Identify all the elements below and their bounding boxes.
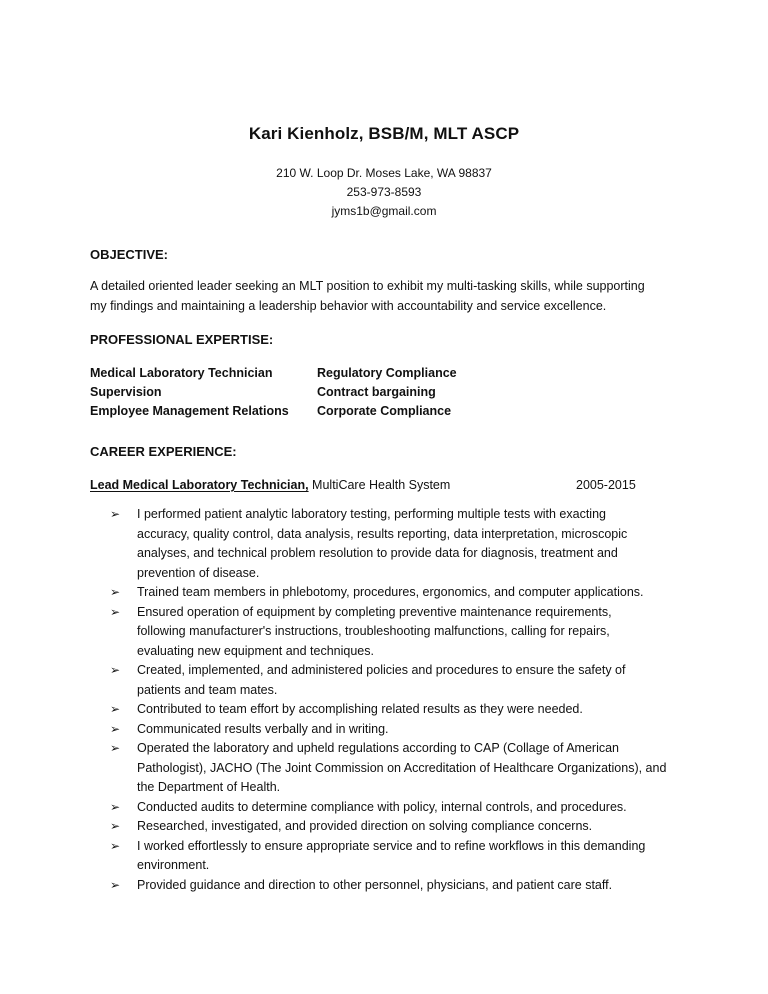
phone: 253-973-8593 xyxy=(346,185,422,199)
job-dates: 2005-2015 xyxy=(576,478,636,492)
list-item-line: I worked effortlessly to ensure appropriate service and to refine workflows in this demanding xyxy=(137,838,646,853)
list-item-line: the Department of Health. xyxy=(137,780,281,794)
contact-block xyxy=(0,164,768,221)
list-item xyxy=(110,700,680,720)
expertise-row xyxy=(90,402,510,421)
email: jyms1b@gmail.com xyxy=(331,204,437,218)
list-item xyxy=(110,720,680,740)
list-item-line: prevention of disease. xyxy=(137,565,260,580)
list-item-line: Pathologist), JACHO (The Joint Commission on Accreditation of Healthcare Organizations), and xyxy=(137,760,667,775)
list-item-line: Communicated results verbally and in writing. xyxy=(137,721,389,736)
arrow-bullet-icon: ➢ xyxy=(110,741,121,755)
job-header xyxy=(90,476,650,494)
list-item-line: Ensured operation of equipment by completing preventive maintenance requirements, xyxy=(137,604,612,619)
list-item xyxy=(110,817,680,837)
expertise-item: Supervision xyxy=(90,385,162,399)
arrow-bullet-icon: ➢ xyxy=(110,838,121,853)
expertise-item: Corporate Compliance xyxy=(317,404,452,418)
arrow-bullet-icon: ➢ xyxy=(110,877,121,892)
list-item xyxy=(110,505,680,583)
list-item-line: patients and team mates. xyxy=(137,682,278,697)
expertise-item: Medical Laboratory Technician xyxy=(90,366,273,380)
list-item xyxy=(110,583,680,603)
list-item xyxy=(110,739,680,798)
list-item xyxy=(110,837,680,876)
list-item xyxy=(110,876,680,896)
list-item-line: following manufacturer's instructions, troubleshooting malfunctions, calling for repairs, xyxy=(137,624,610,638)
expertise-row xyxy=(90,364,510,383)
expertise-item: Employee Management Relations xyxy=(90,404,289,418)
objective-line: my findings and maintaining a leadership behavior with accountability and service excellence. xyxy=(90,299,607,313)
objective-heading: OBJECTIVE: xyxy=(90,247,169,262)
employer: MultiCare Health System xyxy=(308,478,451,492)
expertise-table xyxy=(90,364,510,421)
arrow-bullet-icon: ➢ xyxy=(110,799,121,814)
list-item-line: Contributed to team effort by accomplishing related results as they were needed. xyxy=(137,702,583,716)
address: 210 W. Loop Dr. Moses Lake, WA 98837 xyxy=(276,166,492,180)
arrow-bullet-icon: ➢ xyxy=(110,585,121,599)
list-item-line: I performed patient analytic laboratory testing, performing multiple tests with exacting xyxy=(137,507,606,521)
job-title: Lead Medical Laboratory Technician, xyxy=(90,478,309,492)
expertise-item: Contract bargaining xyxy=(317,385,436,399)
responsibility-list xyxy=(110,505,680,895)
list-item-line: Trained team members in phlebotomy, procedures, ergonomics, and computer applications. xyxy=(137,585,644,599)
list-item-line: environment. xyxy=(137,858,210,872)
objective-line: A detailed oriented leader seeking an MLT position to exhibit my multi-tasking skills, while supporting xyxy=(90,279,645,293)
arrow-bullet-icon: ➢ xyxy=(110,702,121,716)
list-item-line: analyses, and technical problem resolution to provide data for diagnosis, treatment and xyxy=(137,546,618,560)
list-item-line: Provided guidance and direction to other personnel, physicians, and patient care staff. xyxy=(137,877,613,892)
arrow-bullet-icon: ➢ xyxy=(110,721,121,736)
list-item-line: Operated the laboratory and upheld regulations according to CAP (Collage of American xyxy=(137,741,620,755)
list-item xyxy=(110,603,680,662)
objective-text xyxy=(90,276,680,316)
arrow-bullet-icon: ➢ xyxy=(110,819,121,833)
list-item-line: Conducted audits to determine compliance with policy, internal controls, and procedures. xyxy=(137,799,627,814)
arrow-bullet-icon: ➢ xyxy=(110,507,121,521)
list-item-line: Researched, investigated, and provided direction on solving compliance concerns. xyxy=(137,819,593,833)
list-item xyxy=(110,661,680,700)
list-item-line: evaluating new equipment and techniques. xyxy=(137,643,374,658)
career-heading: CAREER EXPERIENCE: xyxy=(90,444,237,459)
list-item xyxy=(110,798,680,818)
expertise-row xyxy=(90,383,510,402)
arrow-bullet-icon: ➢ xyxy=(110,604,121,619)
list-item-line: accuracy, quality control, data analysis, results reporting, data interpretation, microscopic xyxy=(137,526,628,541)
candidate-name: Kari Kienholz, BSB/M, MLT ASCP xyxy=(248,124,520,143)
arrow-bullet-icon: ➢ xyxy=(110,663,121,677)
expertise-heading: PROFESSIONAL EXPERTISE: xyxy=(90,332,274,347)
expertise-item: Regulatory Compliance xyxy=(317,366,457,380)
list-item-line: Created, implemented, and administered policies and procedures to ensure the safety of xyxy=(137,663,626,677)
job-title-wrap xyxy=(90,478,309,492)
